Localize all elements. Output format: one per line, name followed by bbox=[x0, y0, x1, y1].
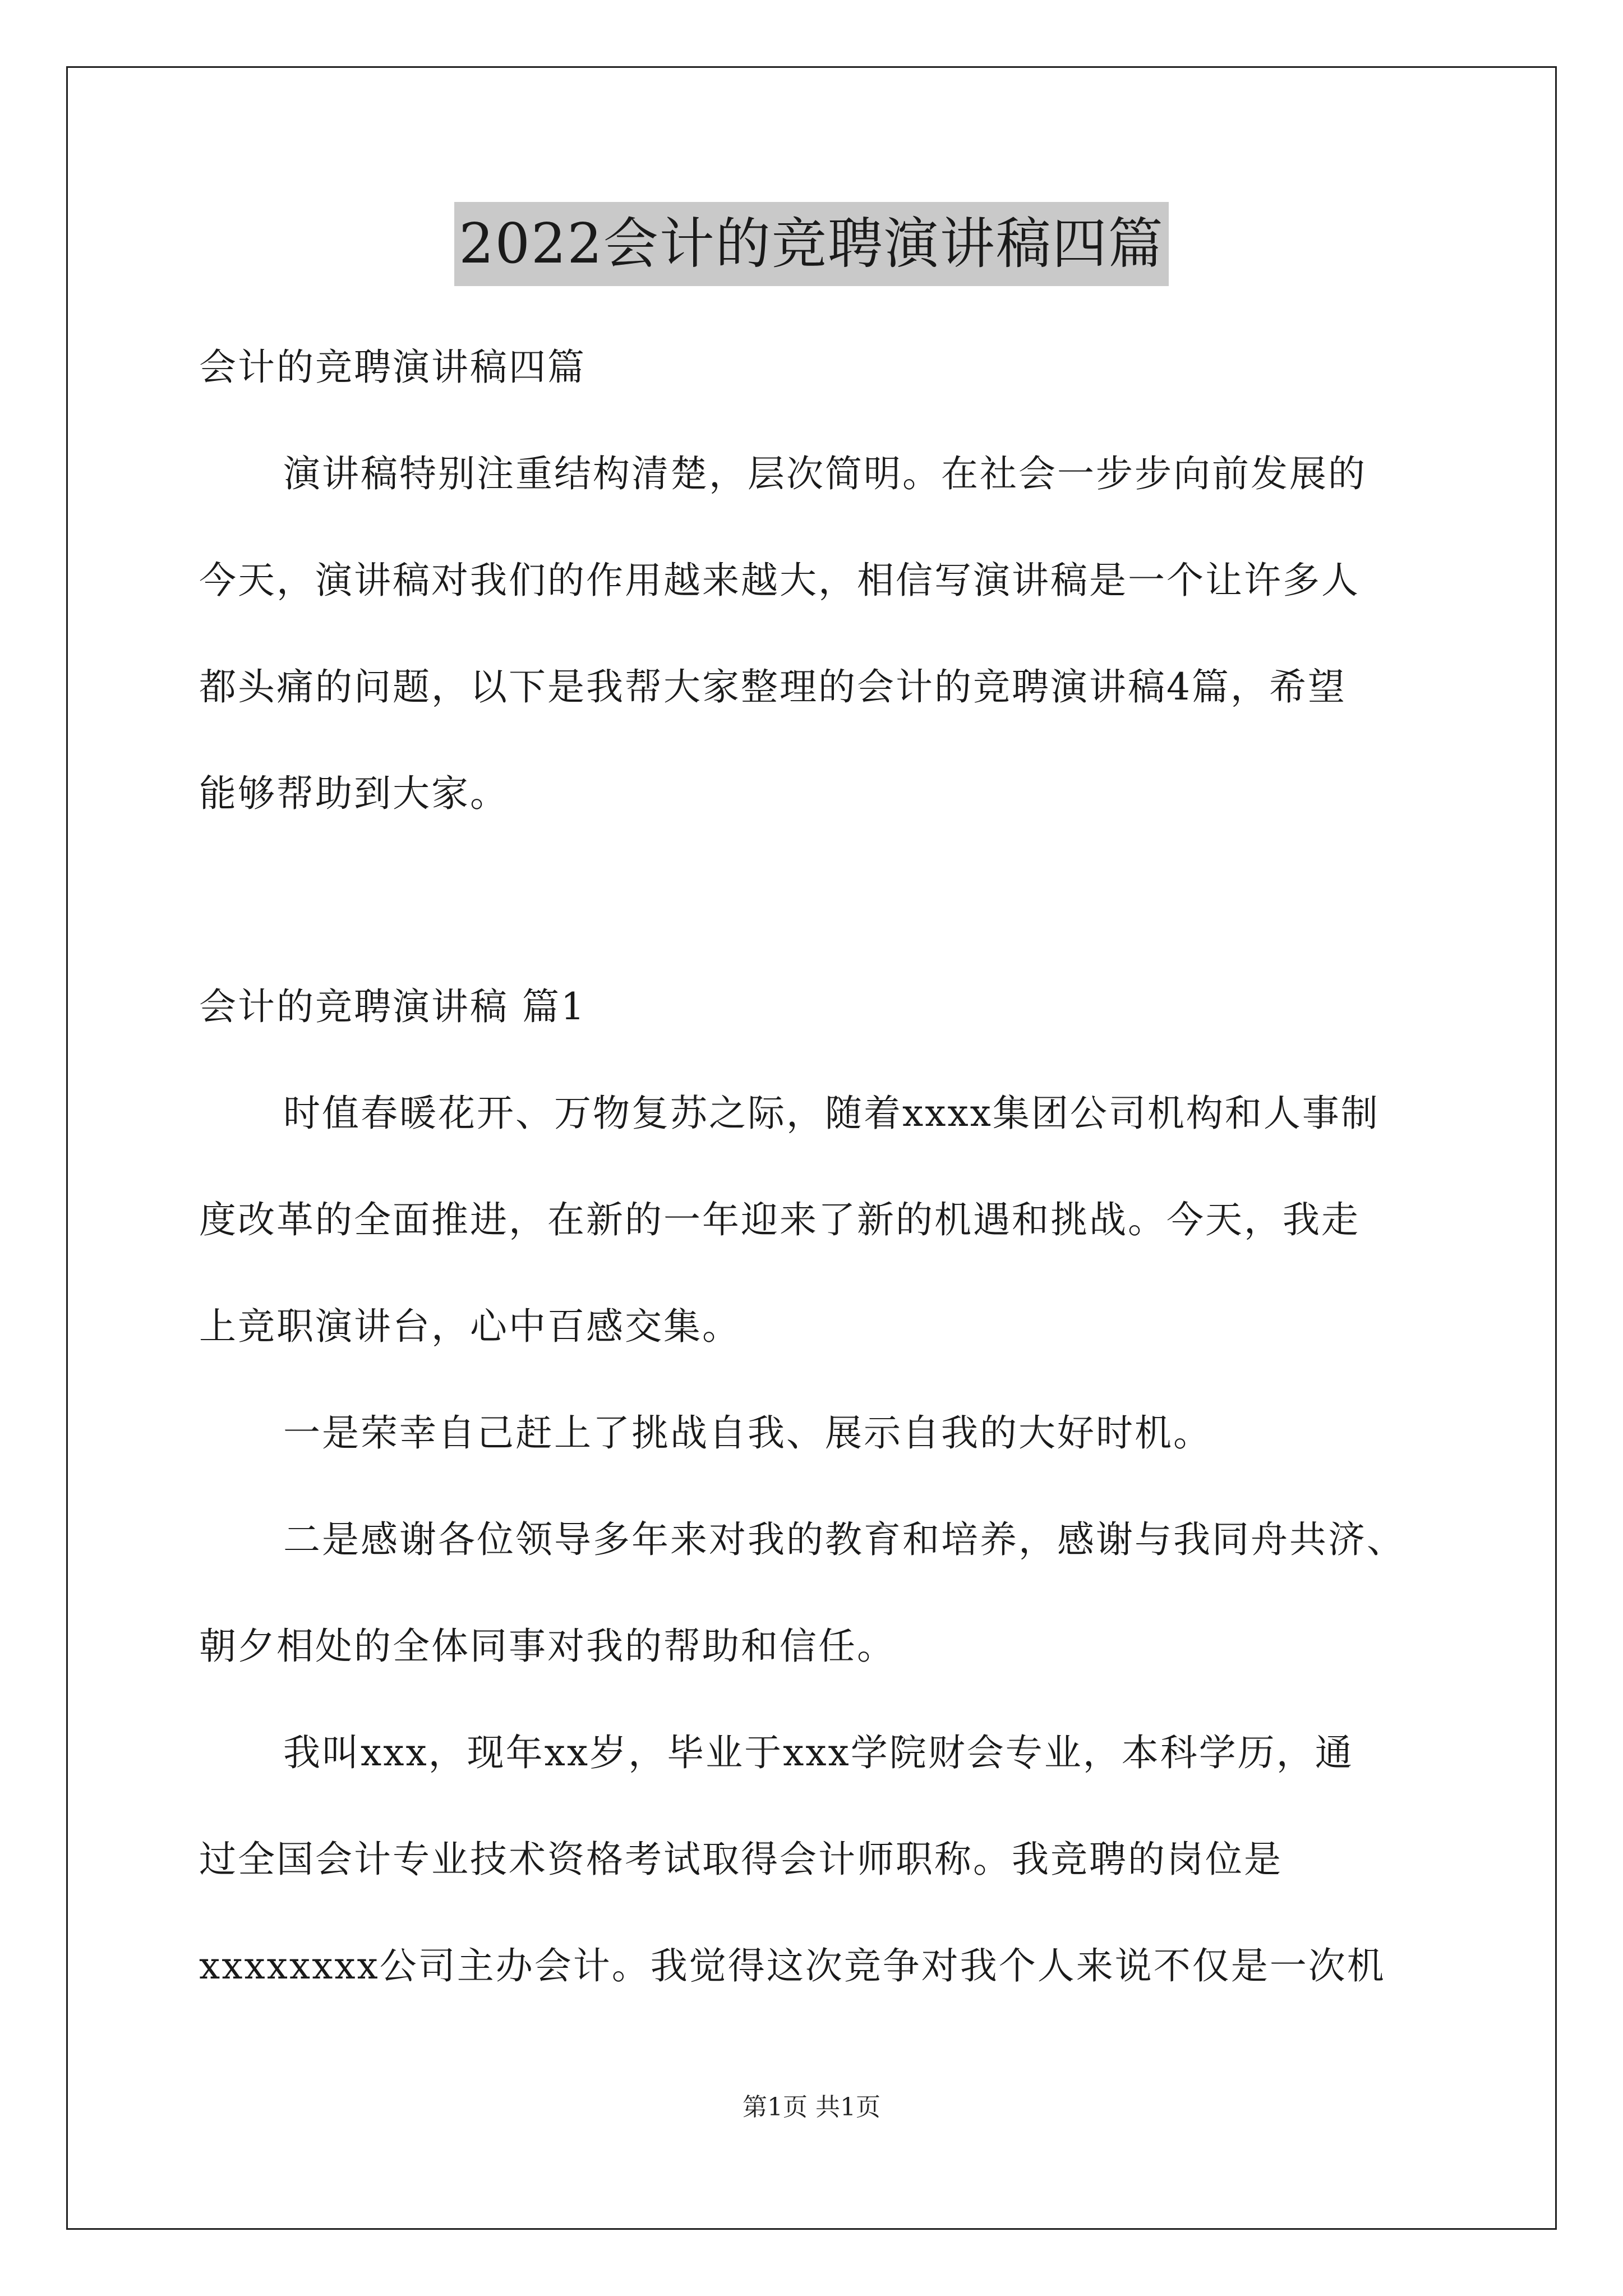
paragraph-line: 今天，演讲稿对我们的作用越来越大，相信写演讲稿是一个让许多人 bbox=[199, 559, 1360, 602]
document-title: 2022会计的竞聘演讲稿四篇 bbox=[454, 202, 1168, 286]
title-container bbox=[0, 202, 1623, 286]
paragraph-line: 上竞职演讲台，心中百感交集。 bbox=[199, 1305, 741, 1348]
paragraph-line: 朝夕相处的全体同事对我的帮助和信任。 bbox=[199, 1625, 896, 1668]
spacer bbox=[199, 847, 1433, 954]
document-body bbox=[199, 314, 1433, 2019]
section-heading: 会计的竞聘演讲稿 篇1 bbox=[199, 985, 586, 1028]
paragraph-line: 演讲稿特别注重结构清楚，层次简明。在社会一步步向前发展的 bbox=[283, 452, 1367, 495]
page-number-footer: 第1页 共1页 bbox=[743, 2093, 880, 2122]
paragraph-line: 能够帮助到大家。 bbox=[199, 772, 509, 815]
paragraph-line: 都头痛的问题，以下是我帮大家整理的会计的竞聘演讲稿4篇，希望 bbox=[199, 665, 1347, 708]
paragraph-line: 过全国会计专业技术资格考试取得会计师职称。我竞聘的岗位是 bbox=[199, 1838, 1283, 1881]
paragraph-line: 一是荣幸自己赶上了挑战自我、展示自我的大好时机。 bbox=[283, 1411, 1212, 1455]
paragraph-line: xxxxxxxx公司主办会计。我觉得这次竞争对我个人来说不仅是一次机 bbox=[199, 1944, 1386, 1987]
paragraph-line: 度改革的全面推进，在新的一年迎来了新的机遇和挑战。今天，我走 bbox=[199, 1198, 1360, 1241]
subtitle: 会计的竞聘演讲稿四篇 bbox=[199, 346, 586, 389]
paragraph-line: 时值春暖花开、万物复苏之际，随着xxxx集团公司机构和人事制 bbox=[283, 1092, 1380, 1135]
paragraph-line: 我叫xxx，现年xx岁，毕业于xxx学院财会专业，本科学历，通 bbox=[283, 1731, 1354, 1774]
paragraph-line: 二是感谢各位领导多年来对我的教育和培养，感谢与我同舟共济、 bbox=[283, 1518, 1405, 1561]
